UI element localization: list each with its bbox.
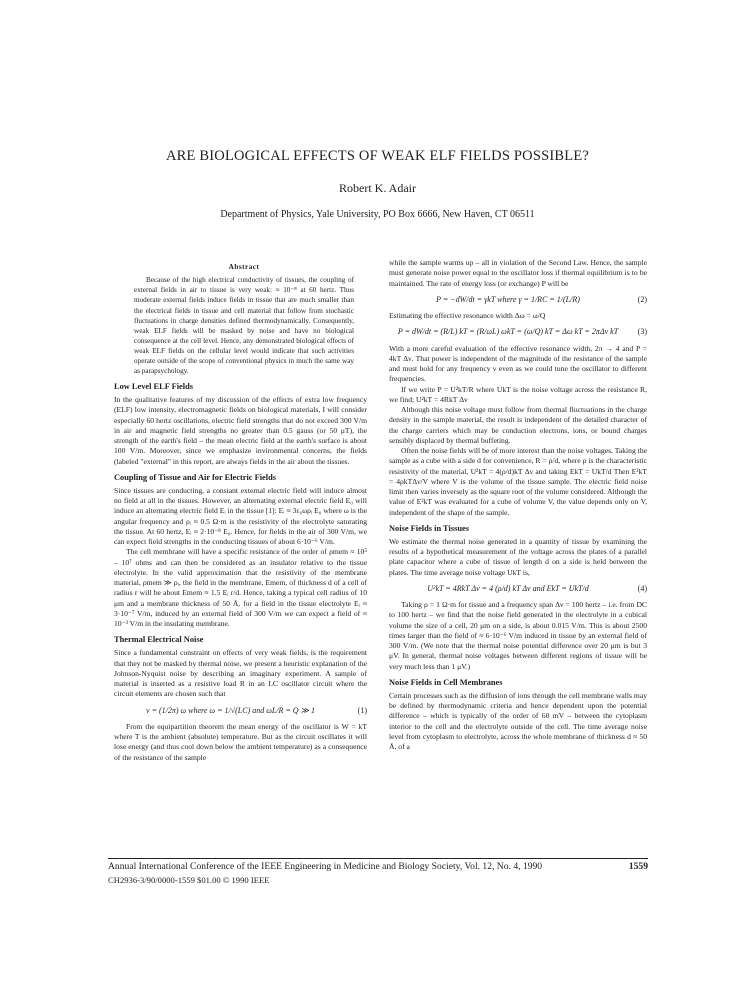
equation-2 [389,295,647,305]
section-heading-thermal-noise: Thermal Electrical Noise [114,635,204,645]
right-column [389,258,647,752]
equation-1 [114,706,367,716]
copyright-line: CH2936-3/90/0000-1559 $01.00 © 1990 IEEE [108,875,270,885]
equation-expression: P = dW/dt = (R/L) kT = (R/ωL) ωkT = (ω/Q) kT = Δω kT = 2πΔν kT [397,327,619,337]
author-affiliation: Department of Physics, Yale University, PO Box 6666, New Haven, CT 06511 [220,209,535,220]
left-column [114,262,367,763]
abstract-text: Because of the high electrical conductivity of tissues, the coupling of external fields in air to tissue is very weak: ≈ 10⁻⁸ at 60 hertz. Thus moderate external fields induce fields in tissue that are much smaller than the electrical fields in tissue and cell material that follow from stochastic fluctuations in charge densities defined thermodynamically. Consequently, weak ELF fields will be masked by noise and have no biological consequence at the cell level. Hence, any demonstrated biological effects of weak ELF fields on the cellular level would indicate that such activities operate outside of the scope of conventional physics in much the same way as parapsychology. [134,276,354,376]
equation-expression: ν = (1/2π) ω where ω = 1/√(LC) and ωL/R = Q ≫ 1 [146,705,315,715]
section-heading-noise-membranes: Noise Fields in Cell Membranes [389,677,503,687]
paragraph: Since tissues are conducting, a constant external electric field will induce almost no field at all in the tissues. However, an alternating external electric field E₀ will induce an alternating electric field Eᵢ in the tissue [1]: Eᵢ ≈ 3ε₀ωρᵢ E₀ where ω is the angular frequency and ρᵢ ≈ 0.5 Ω·m is the resistivity of the electrolyte saturating the tissue. At 60 hertz, Eᵢ ≈ 2·10⁻⁸ E₀. Hence, for fields in the air of 300 V/m, we can expect field strengths in the conducting tissues of about 6·10⁻⁶ V/m. [114,485,367,547]
paragraph: Taking ρ = 1 Ω·m for tissue and a frequency span Δν = 100 hertz – i.e. from DC to 100 hertz – we find that the noise field generated in the electrolyte in a cubical volume the size of a cell, 20 μm on a side, is about 0.015 V/m. This is about 2500 times larger than the field of ≈ 6·10⁻⁶ V/m induced in tissue by an external field of 300 V/m. (We note that the thermal noise potential difference over 20 μm is but 3 μV. In general, thermal noise voltages between different regions of tissue will be very much less than 1 μV.) [389,600,647,671]
journal-citation: Annual International Conference of the IEEE Engineering in Medicine and Biology Society, Vol. 12, No. 4, 1990 [108,861,543,872]
section-heading-noise-tissues: Noise Fields in Tissues [389,523,469,533]
paragraph: while the sample warms up – all in violation of the Second Law. Hence, the sample must generate noise power equal to the oscillator loss if thermal equilibrium is to be maintained. The rate of energy loss (or exchange) P will be [389,258,647,288]
author-name: Robert K. Adair [339,181,416,195]
equation-number: (4) [637,583,647,593]
page-number: 1559 [628,861,648,872]
paragraph: We estimate the thermal noise generated in a quantity of tissue by examining the results of a hypothetical measurement of the voltage across the plates of a parallel plate capacitor where a cube of tissue of length d on a side is held between the plates. The time average noise voltage UkT is, [389,536,647,577]
equation-number: (1) [357,705,367,715]
section-heading-coupling: Coupling of Tissue and Air for Electric Fields [114,472,277,482]
footer-journal-line [108,861,648,872]
paragraph: Often the noise fields will be of more interest than the noise voltages. Taking the sample as a cube with a side d for convenience, R = ρ/d, where ρ is the characteristic resistivity of the material, U²kT = 4(ρ/d)kT Δν and taking EkT = UkT/d Then E²kT = 4ρkTΔν/V where V is the volume of the tissue sample. The electric field noise limit then varies inversely as the square root of the volume considered. Although the value of E²kT was evaluated for a cube of volume V, the value depends only on V, independent of the shape of the sample. [389,446,647,517]
abstract-heading: Abstract [228,263,260,271]
equation-number: (3) [637,327,647,337]
paragraph: With a more careful evaluation of the effective resonance width, 2π → 4 and P = 4kT Δν. That power is independent of the magnitude of the resistance of the sample and must hold for any frequency ν even as we could tune the oscillator to different frequencies. [389,343,647,384]
paragraph: Although this noise voltage must follow from thermal fluctuations in the charge density in the sample material, the result is independent of the detailed character of the charge carriers which may be conduction electrons, ions, or bound charges sensibly displaced by thermal buffeting. [389,405,647,445]
paragraph: Estimating the effective resonance width Δω = ω/Q [389,311,546,320]
equation-expression: U²kT = 4RkT Δν = 4 (ρ/d) kT Δν and EkT = UkT/d [427,583,589,593]
section-heading-low-level-elf: Low Level ELF Fields [114,382,194,392]
paragraph: Since a fundamental constraint on effects of very weak fields, is the requirement that they not be masked by thermal noise, we present a heuristic explanation of the Johnson-Nyquist noise by describing an imaginary experiment. A sample of material is inserted as a resistive load R in an LC oscillator circuit where the circuit elements are chosen such that [114,648,367,699]
paragraph: If we write P = U²kT/R where UkT is the noise voltage across the resistance R, we find; U²kT = 4RkT Δν [389,384,647,404]
footer-divider [108,858,648,859]
paragraph: From the equipartition theorem the mean energy of the oscillator is W = kT where T is the ambient (absolute) temperature. But as the circuit oscillates it will lose energy (and thus cool down below the ambient temperature) as a consequence of the resistance of the sample [114,721,367,762]
abstract-block [114,262,367,376]
paper-title: ARE BIOLOGICAL EFFECTS OF WEAK ELF FIELDS POSSIBLE? [165,148,590,164]
paragraph: Certain processes such as the diffusion of ions through the cell membrane walls may be defined by thermodynamic criteria and hence dependent upon the potential difference – which is typically of the order of 60 mV – between the cytoplasm interior to the cell and the electrolyte outside of the cell. The time average noise level from cytoplasm to electrolyte, across the whole membrane of thickness d ≈ 50 Å, of a [389,690,647,751]
equation-expression: P = −dW/dt = γkT where γ = 1/RC = 1/(L/R) [436,294,580,304]
paragraph: In the qualitative features of my discussion of the effects of extra low frequency (ELF) low intensity, electromagnetic fields on biological materials, I will consider especially 60 hertz oscillations, electric field strengths that do not exceed 300 V/m in air and magnetic field strengths no greater than 0.5 gauss (or 50 μT), the strength of the earth's field – the mean electric field at the earth's surface is about 100 V/m. Moreover, since we emphasize invironmental concerns, the fields (labeled "external" in this report, are always fields in the air about the tissues. [114,395,367,466]
equation-3 [389,327,647,337]
paragraph: The cell membrane will have a specific resistance of the order of ρmem ≈ 10⁵ – 10⁷ ohms and can then be considered as an insulator relative to the tissue electrolyte. In the valid approximation that the resistivity of the membrane material, ρmem ≫ ρᵢ, the field in the membrane, Emem, of thickness d of a cell of radius r will be about Emem ≈ 1.5 Eᵢ r/d. Hence, taking a typical cell radius of 10 μm and a membrane thickness of 50 Å, for a field in the tissue electrolyte Eᵢ ≈ 3·10⁻⁷ V/m, induced by an external field of 300 V/m we can expect a field of ≈ 10⁻³ V/m in the insulating membrane. [114,547,367,629]
equation-4 [389,584,647,594]
equation-number: (2) [637,294,647,304]
